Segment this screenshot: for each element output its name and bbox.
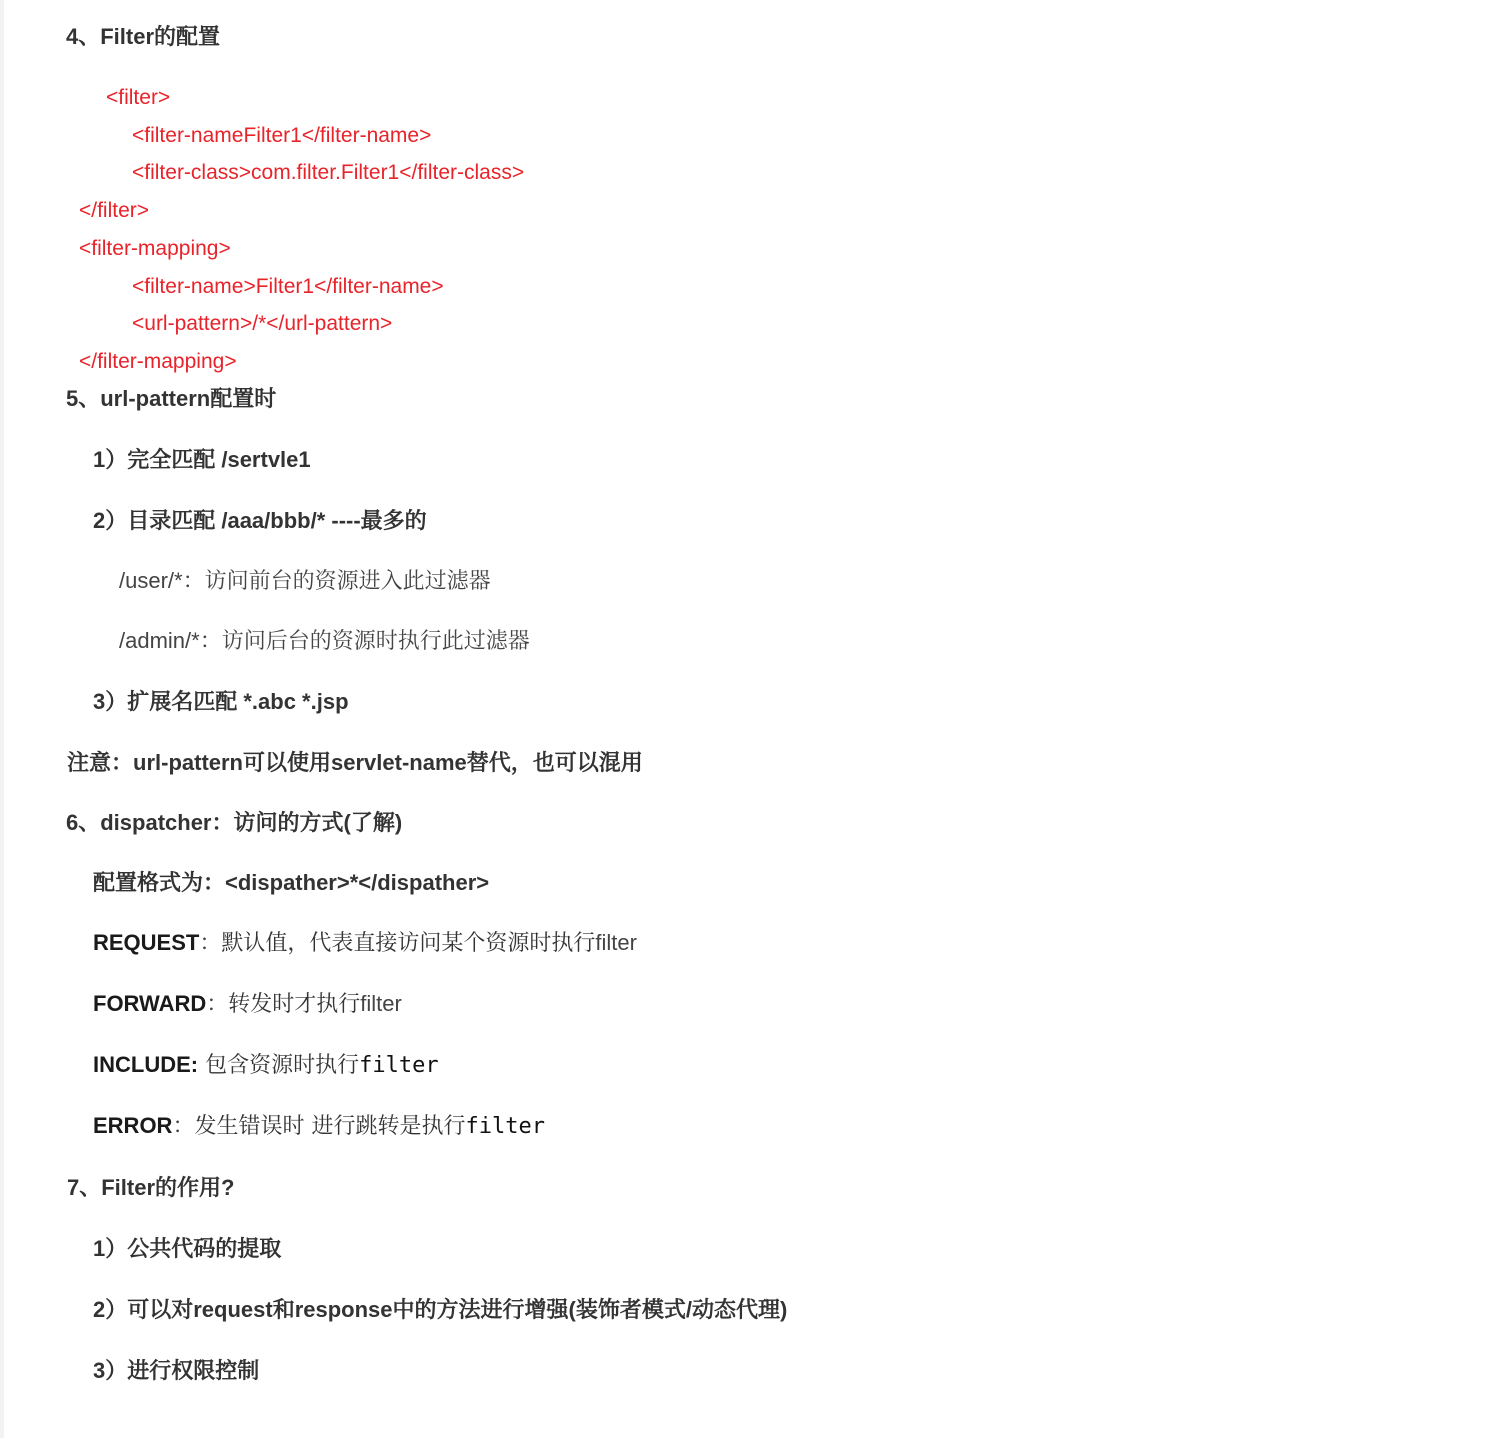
dispatcher-request xyxy=(93,932,637,955)
code-line: <filter-name>Filter1</filter-name> xyxy=(132,275,444,298)
list-item: 2）目录匹配 /aaa/bbb/* ----最多的 xyxy=(93,508,427,533)
list-item: 3）扩展名匹配 *.abc *.jsp xyxy=(93,689,349,714)
dispatcher-tail: filter xyxy=(595,930,637,955)
left-margin-rule xyxy=(0,0,4,1438)
section-5-heading: 5、url-pattern配置时 xyxy=(66,386,277,411)
dispatcher-desc: 默认值，代表直接访问某个资源时执行 xyxy=(221,931,596,956)
section-7-heading: 7、Filter的作用? xyxy=(67,1175,235,1200)
code-line: <filter-mapping> xyxy=(79,237,231,260)
list-item: 3）进行权限控制 xyxy=(93,1358,260,1383)
dispatcher-tail: filter xyxy=(359,1053,439,1078)
separator: ： xyxy=(199,930,222,955)
code-line: <filter-class>com.filter.Filter1</filter-class> xyxy=(132,161,525,184)
dispatcher-tail: filter xyxy=(360,991,402,1016)
list-item: /admin/*：访问后台的资源时执行此过滤器 xyxy=(119,628,530,653)
dispatcher-label: ERROR xyxy=(93,1113,173,1138)
dispatcher-include xyxy=(93,1054,439,1077)
note-paragraph: 注意：url-pattern可以使用servlet-name替代，也可以混用 xyxy=(67,750,643,775)
dispatcher-tail: filter xyxy=(465,1114,545,1139)
dispatcher-label: FORWARD xyxy=(93,991,207,1016)
section-6-heading: 6、dispatcher：访问的方式(了解) xyxy=(66,810,403,835)
dispatcher-forward xyxy=(93,993,402,1016)
list-item: 1）完全匹配 /sertvle1 xyxy=(93,447,311,472)
dispatcher-desc: 转发时才执行 xyxy=(228,992,361,1017)
dispatcher-error xyxy=(93,1115,545,1138)
code-line: </filter-mapping> xyxy=(79,350,237,373)
code-line: <filter> xyxy=(106,86,171,109)
section-4-heading: 4、Filter的配置 xyxy=(66,24,221,49)
dispatcher-label: INCLUDE: xyxy=(93,1052,199,1077)
code-line: <filter-nameFilter1</filter-name> xyxy=(132,124,432,147)
dispatcher-label: REQUEST xyxy=(93,930,200,955)
separator: ： xyxy=(172,1113,195,1138)
list-item: 1）公共代码的提取 xyxy=(93,1236,282,1261)
list-item: /user/*：访问前台的资源进入此过滤器 xyxy=(119,568,491,593)
code-line: </filter> xyxy=(79,199,150,222)
dispatcher-desc: 包含资源时执行 xyxy=(198,1053,360,1078)
list-item: 2）可以对request和response中的方法进行增强(装饰者模式/动态代理) xyxy=(93,1297,788,1322)
dispatcher-format: 配置格式为：<dispather>*</dispather> xyxy=(93,870,490,895)
code-line: <url-pattern>/*</url-pattern> xyxy=(132,312,393,335)
separator: ： xyxy=(206,991,229,1016)
dispatcher-desc: 发生错误时 进行跳转是执行 xyxy=(194,1114,466,1139)
